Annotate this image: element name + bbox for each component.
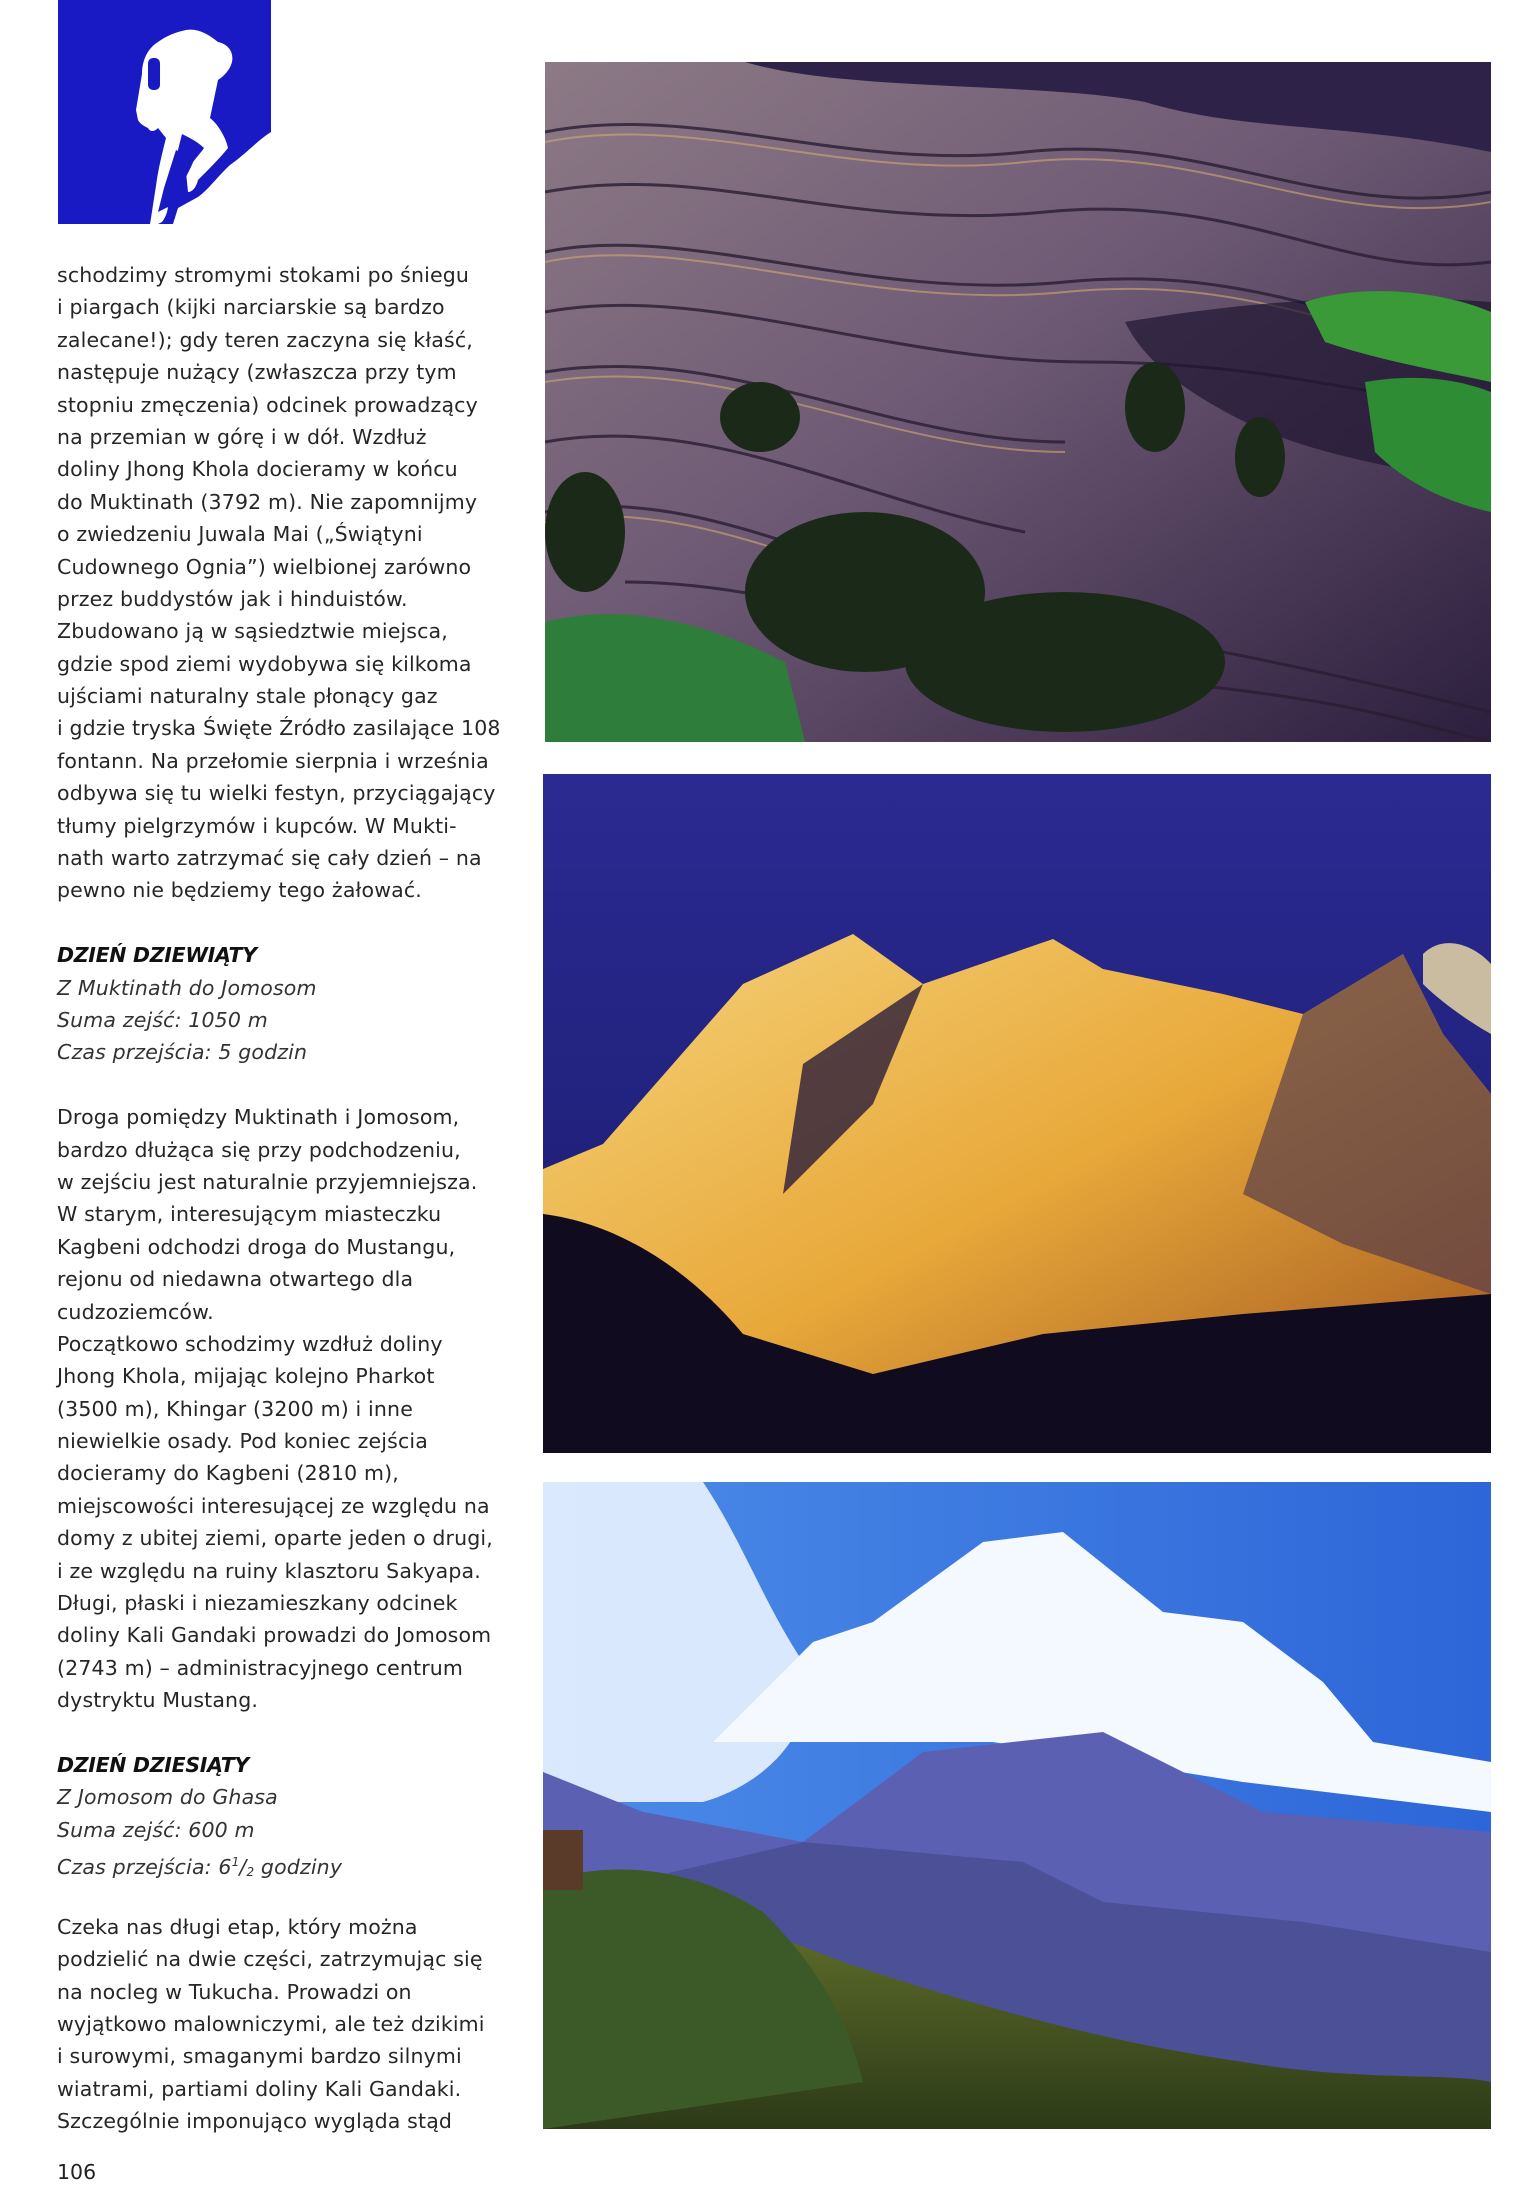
text-line: o zwiedzeniu Juwala Mai („Świątyni [57,522,423,547]
text-line: i piargach (kijki narciarskie są bardzo [57,295,445,320]
text-line: dystryktu Mustang. [57,1688,259,1713]
day10-time: Czas przejścia: $6^1/_2$ godziny [57,1855,343,1880]
day10-descent: Suma zejść: 600 m [57,1817,255,1842]
text-line: i ze względu na ruiny klasztoru Sakyapa. [57,1558,481,1583]
day10-heading: DZIEŃ DZIESIĄTY [57,1752,249,1777]
text-line: miejscowości interesującej ze względu na [57,1493,490,1518]
text-line: domy z ubitej ziemi, oparte jeden o drugi, [57,1526,493,1551]
text-line: zalecane!); gdy teren zaczyna się kłaść, [57,327,473,352]
day10-time-prefix: Czas przejścia: 6 [57,1855,232,1880]
text-line: na nocleg w Tukucha. Prowadzi on [57,1979,412,2004]
text-line: Szczególnie imponująco wygląda stąd [57,2109,453,2134]
text-line: Cudownego Ognia”) wielbionej zarówno [57,554,472,579]
text-line: nath warto zatrzymać się cały dzień – na [57,846,482,871]
text-line: na przemian w górę i w dół. Wzdłuż [57,424,427,449]
text-line: (2743 m) – administracyjnego centrum [57,1655,464,1680]
text-line: rejonu od niedawna otwartego dla [57,1267,414,1292]
day10-time-suffix: godziny [254,1855,343,1880]
day9-paragraph [57,1101,537,1716]
fraction-numerator: 1 [231,1855,240,1870]
photo-terraced-fields [545,62,1491,742]
text-line: doliny Jhong Khola docieramy w końcu [57,457,458,482]
day10-paragraph [57,1911,537,2138]
text-line: gdzie spod ziemi wydobywa się kilkoma [57,651,472,676]
text-line: Czeka nas długi etap, który można [57,1914,418,1939]
day9-descent: Suma zejść: 1050 m [57,1007,268,1032]
text-line: Długi, płaski i niezamieszkany odcinek [57,1591,458,1616]
text-line: wyjątkowo malowniczymi, ale też dzikimi [57,2012,485,2037]
text-line: w zejściu jest naturalnie przyjemniejsza. [57,1169,478,1194]
fraction-denominator: 2 [246,1865,255,1880]
text-line: doliny Kali Gandaki prowadzi do Jomosom [57,1623,492,1648]
text-line: tłumy pielgrzymów i kupców. W Mukti- [57,813,457,838]
intro-paragraph [57,259,537,907]
text-line: stopniu zmęczenia) odcinek prowadzący [57,392,478,417]
page-number: 106 [57,2160,97,2184]
text-line: Początkowo schodzimy wzdłuż doliny [57,1331,443,1356]
text-line: bardzo dłużąca się przy podchodzeniu, [57,1137,461,1162]
hiker-silhouette-icon [58,0,271,224]
text-line: (3500 m), Khingar (3200 m) i inne [57,1396,413,1421]
text-line: schodzimy stromymi stokami po śniegu [57,263,470,287]
text-line: pewno nie będziemy tego żałować. [57,878,422,903]
day9-heading: DZIEŃ DZIEWIĄTY [57,943,257,968]
text-line: ujściami naturalny stale płonący gaz [57,684,438,709]
hiker-logo [58,0,271,224]
text-line: docieramy do Kagbeni (2810 m), [57,1461,399,1486]
text-line: cudzoziemców. [57,1299,214,1324]
text-line: i gdzie tryska Święte Źródło zasilające 108 [57,716,501,741]
text-line: Droga pomiędzy Muktinath i Jomosom, [57,1105,460,1130]
text-line: i surowymi, smaganymi bardzo silnymi [57,2044,462,2069]
text-line: W starym, interesującym miasteczku [57,1202,442,1227]
photo-sunset-peaks [543,774,1491,1453]
day9-time: Czas przejścia: 5 godzin [57,1040,308,1065]
text-line: niewielkie osady. Pod koniec zejścia [57,1429,428,1454]
text-line: przez buddystów jak i hinduistów. [57,586,408,611]
text-line: podzielić na dwie części, zatrzymując się [57,1947,483,1972]
text-line: Zbudowano ją w sąsiedztwie miejsca, [57,619,448,644]
text-line: Jhong Khola, mijając kolejno Pharkot [57,1364,435,1389]
text-line: fontann. Na przełomie sierpnia i września [57,748,489,773]
article-text-column [57,259,537,2138]
text-line: wiatrami, partiami doliny Kali Gandaki. [57,2076,462,2101]
photo-snow-peak [543,1482,1491,2129]
text-line: do Muktinath (3792 m). Nie zapomnijmy [57,489,478,514]
day10-route: Z Jomosom do Ghasa [57,1785,278,1810]
day9-route: Z Muktinath do Jomosom [57,975,317,1000]
text-line: następuje nużący (zwłaszcza przy tym [57,360,457,385]
text-line: odbywa się tu wielki festyn, przyciągający [57,781,496,806]
text-line: Kagbeni odchodzi droga do Mustangu, [57,1234,456,1259]
